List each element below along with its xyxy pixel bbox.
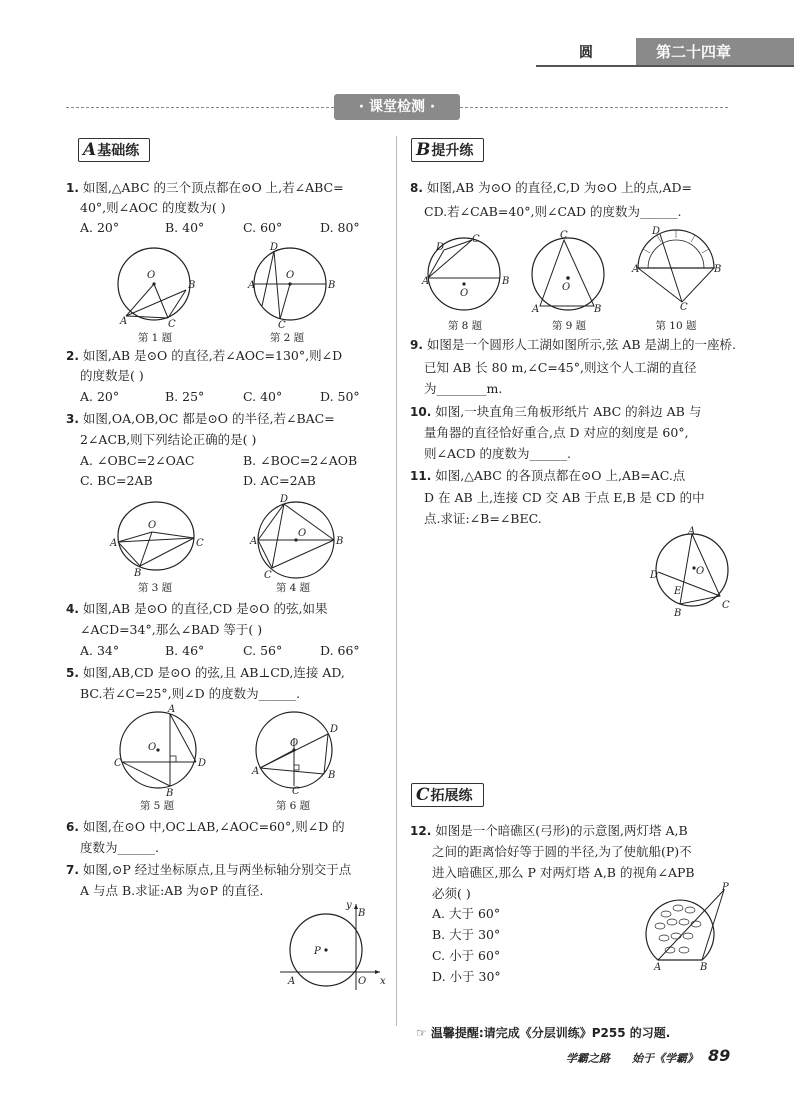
q12-option-c: C. 小于 60° — [432, 948, 501, 963]
svg-text:B: B — [188, 280, 196, 291]
svg-text:O: O — [148, 742, 157, 753]
svg-text:O: O — [290, 738, 299, 749]
svg-text:B: B — [594, 304, 602, 315]
svg-text:A: A — [110, 538, 118, 549]
question-11: 11. 如图,△ABC 的各顶点都在⊙O 上,AB=AC.点 — [410, 468, 686, 483]
footer-slogan-right: 始于《学霸》 — [632, 1052, 698, 1065]
question-6: 6. 如图,在⊙O 中,OC⊥AB,∠AOC=60°,则∠D 的 — [66, 819, 345, 834]
question-6-line2: 度数为______. — [80, 840, 159, 855]
question-10-line2: 量角器的直径恰好重合,点 D 对应的刻度是 60°, — [424, 425, 689, 440]
svg-text:B: B — [714, 264, 722, 275]
header-chapter: 第二十四章 — [636, 38, 794, 66]
figure-10 — [630, 226, 722, 313]
svg-text:D: D — [652, 226, 661, 237]
svg-text:A: A — [632, 264, 640, 275]
svg-text:B: B — [358, 908, 366, 919]
question-1-line2: 40°,则∠AOC 的度数为( ) — [80, 200, 226, 215]
svg-text:D: D — [330, 724, 339, 735]
figure-4-caption: 第 4 题 — [275, 582, 311, 594]
question-10-line3: 则∠ACD 的度数为______. — [424, 446, 572, 461]
reminder-note: ☞ 温馨提醒:请完成《分层训练》P255 的习题. — [416, 1026, 671, 1040]
q1-option-b: B. 40° — [165, 220, 205, 235]
question-2-line2: 的度数是( ) — [80, 368, 144, 383]
q12-option-b: B. 大于 30° — [432, 927, 501, 942]
q12-option-d: D. 小于 30° — [432, 969, 501, 984]
svg-text:B: B — [328, 280, 336, 291]
svg-text:O: O — [562, 282, 571, 293]
svg-text:O: O — [148, 520, 157, 531]
question-12-line4: 必须( ) — [432, 886, 471, 901]
svg-text:C: C — [722, 600, 730, 611]
svg-text:A: A — [532, 304, 540, 315]
figure-9-caption: 第 9 题 — [551, 320, 587, 332]
figure-12 — [640, 882, 730, 974]
question-9-line2: 已知 AB 长 80 m,∠C=45°,则这个人工湖的直径 — [424, 360, 697, 375]
figure-2-caption: 第 2 题 — [269, 332, 305, 344]
svg-text:O: O — [460, 288, 469, 299]
svg-text:D: D — [650, 570, 659, 581]
svg-text:B: B — [502, 276, 510, 287]
svg-text:A: A — [248, 280, 256, 291]
header-divider — [536, 65, 794, 67]
svg-text:D: D — [198, 758, 207, 769]
q3-option-c: C. BC=2AB — [80, 473, 153, 488]
section-banner: · 课堂检测 · — [334, 94, 460, 120]
q2-option-b: B. 25° — [165, 389, 205, 404]
figure-4 — [250, 494, 342, 580]
svg-text:B: B — [336, 536, 344, 547]
svg-text:C: C — [196, 538, 204, 549]
svg-text:O: O — [286, 270, 295, 281]
svg-text:C: C — [264, 570, 272, 581]
figure-1 — [112, 244, 196, 328]
question-12-line2: 之间的距离恰好等于圆的半径,为了使航船(P)不 — [432, 844, 692, 859]
svg-text:y: y — [346, 900, 352, 911]
figure-9 — [528, 232, 608, 314]
figure-8-caption: 第 8 题 — [447, 320, 483, 332]
svg-text:P: P — [722, 882, 729, 893]
figure-3 — [110, 496, 204, 579]
question-2: 2. 如图,AB 是⊙O 的直径,若∠AOC=130°,则∠D — [66, 348, 343, 363]
figure-7 — [280, 900, 386, 992]
question-12: 12. 如图是一个暗礁区(弓形)的示意图,两灯塔 A,B — [410, 823, 688, 838]
page-number: 89 — [708, 1046, 731, 1065]
svg-text:B: B — [134, 568, 142, 579]
banner-divider-right — [460, 107, 728, 108]
figure-1-caption: 第 1 题 — [137, 332, 173, 344]
svg-text:B: B — [166, 788, 174, 799]
q4-option-c: C. 56° — [243, 643, 283, 658]
svg-text:O: O — [298, 528, 307, 539]
svg-text:A: A — [422, 276, 430, 287]
svg-text:C: C — [292, 786, 300, 797]
svg-text:A: A — [250, 536, 258, 547]
figure-8 — [422, 234, 510, 314]
svg-text:D: D — [270, 242, 279, 253]
figure-10-caption: 第 10 题 — [655, 320, 697, 332]
q3-option-b: B. ∠BOC=2∠AOB — [243, 453, 358, 468]
question-10: 10. 如图,一块直角三角板形纸片 ABC 的斜边 AB 与 — [410, 404, 702, 419]
question-5-line2: BC.若∠C=25°,则∠D 的度数为______. — [80, 686, 301, 701]
q3-option-a: A. ∠OBC=2∠OAC — [80, 453, 195, 468]
svg-text:C: C — [472, 234, 480, 245]
svg-text:B: B — [700, 962, 708, 973]
q4-option-d: D. 66° — [320, 643, 360, 658]
svg-text:C: C — [168, 319, 176, 330]
svg-text:C: C — [680, 302, 688, 313]
footer-slogan-left: 学霸之路 — [566, 1052, 610, 1065]
q4-option-b: B. 46° — [165, 643, 205, 658]
question-9-line3: 为________m. — [424, 381, 503, 396]
q12-option-a: A. 大于 60° — [432, 906, 501, 921]
question-7-line2: A 与点 B.求证:AB 为⊙P 的直径. — [80, 883, 264, 898]
question-8-line2: CD.若∠CAB=40°,则∠CAD 的度数为______. — [424, 204, 682, 219]
q2-option-d: D. 50° — [320, 389, 360, 404]
svg-text:B: B — [674, 608, 682, 619]
q1-option-d: D. 80° — [320, 220, 360, 235]
svg-text:x: x — [380, 976, 386, 987]
svg-text:A: A — [168, 704, 176, 715]
svg-text:A: A — [288, 976, 296, 987]
figure-5 — [112, 704, 207, 799]
q2-option-c: C. 40° — [243, 389, 283, 404]
svg-text:A: A — [654, 962, 662, 973]
svg-text:O: O — [696, 566, 705, 577]
svg-text:C: C — [560, 230, 568, 241]
question-12-line3: 进入暗礁区,那么 P 对两灯塔 A,B 的视角∠APB — [432, 865, 695, 880]
question-1: 1. 如图,△ABC 的三个顶点都在⊙O 上,若∠ABC= — [66, 180, 344, 195]
svg-text:A: A — [688, 526, 696, 537]
svg-text:P: P — [314, 946, 321, 957]
question-11-line2: D 在 AB 上,连接 CD 交 AB 于点 E,B 是 CD 的中 — [424, 490, 705, 505]
question-8: 8. 如图,AB 为⊙O 的直径,C,D 为⊙O 上的点,AD= — [410, 180, 693, 195]
question-5: 5. 如图,AB,CD 是⊙O 的弦,且 AB⊥CD,连接 AD, — [66, 665, 345, 680]
banner-divider-left — [66, 107, 334, 108]
figure-2 — [246, 242, 336, 331]
svg-text:B: B — [328, 770, 336, 781]
figure-11 — [650, 528, 734, 618]
question-4-line2: ∠ACD=34°,那么∠BAD 等于( ) — [80, 622, 263, 637]
question-9: 9. 如图是一个圆形人工湖如图所示,弦 AB 是湖上的一座桥. — [410, 337, 737, 352]
figure-6 — [252, 708, 342, 797]
question-7: 7. 如图,⊙P 经过坐标原点,且与两坐标轴分别交于点 — [66, 862, 352, 877]
header-topic: 圆 — [579, 45, 593, 61]
column-divider — [396, 136, 397, 1026]
question-11-line3: 点.求证:∠B=∠BEC. — [424, 511, 542, 526]
svg-text:C: C — [114, 758, 122, 769]
svg-text:A: A — [120, 316, 128, 327]
svg-text:A: A — [252, 766, 260, 777]
q1-option-a: A. 20° — [80, 220, 120, 235]
section-c-title: C拓展练 — [411, 783, 484, 807]
section-a-title: A基础练 — [78, 138, 150, 162]
svg-text:O: O — [147, 270, 156, 281]
svg-text:O: O — [358, 976, 367, 987]
section-b-title: B提升练 — [411, 138, 484, 162]
svg-text:C: C — [278, 320, 286, 331]
q3-option-d: D. AC=2AB — [243, 473, 316, 488]
figure-6-caption: 第 6 题 — [275, 800, 311, 812]
q1-option-c: C. 60° — [243, 220, 283, 235]
q4-option-a: A. 34° — [80, 643, 120, 658]
question-3-line2: 2∠ACB,则下列结论正确的是( ) — [80, 432, 257, 447]
figure-3-caption: 第 3 题 — [137, 582, 173, 594]
svg-text:E: E — [674, 586, 682, 597]
figure-5-caption: 第 5 题 — [139, 800, 175, 812]
question-4: 4. 如图,AB 是⊙O 的直径,CD 是⊙O 的弦,如果 — [66, 601, 328, 616]
svg-text:D: D — [436, 242, 445, 253]
q2-option-a: A. 20° — [80, 389, 120, 404]
svg-text:D: D — [280, 494, 289, 505]
question-3: 3. 如图,OA,OB,OC 都是⊙O 的半径,若∠BAC= — [66, 411, 335, 426]
